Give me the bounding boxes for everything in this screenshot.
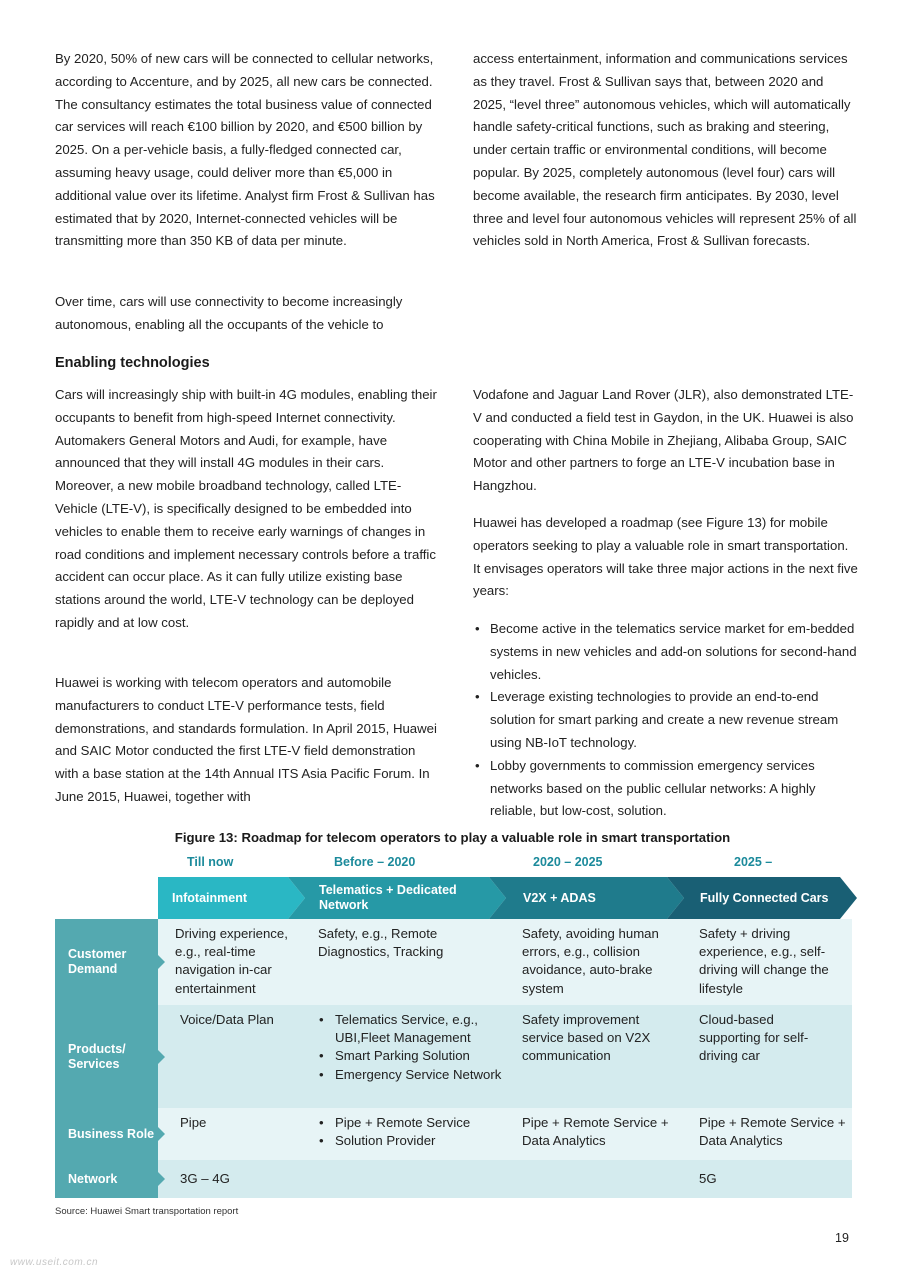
- table-cell: 3G – 4G: [180, 1171, 230, 1186]
- section-paragraph-1: Cars will increasingly ship with built-in 4G modules, enabling their occupants to benefit from high-speed Internet connectivity. Automakers General Motors and Audi, for example, have announced that they will install 4G modules in their cars. Moreover, a new mobile broadband technology, called LTE-Vehicle (LTE-V), is specifically designed to be embedded into vehicles to enable them to receive early warnings of changes in road conditions and implement necessary controls before a traffic accident can occur place. As it can fully utilize existing base stations around the world, LTE-V technology can be deployed rapidly and at low cost.: [55, 387, 437, 630]
- figure-title: Figure 13: Roadmap for telecom operators to play a valuable role in smart transportation: [174, 830, 731, 845]
- table-row-products-services: [55, 1005, 852, 1108]
- table-cell: Safety + driving experience, e.g., self-driving will change the lifestyle: [699, 926, 829, 996]
- page-number: 19: [835, 1231, 849, 1245]
- table-cell: Cloud-based supporting for self-driving car: [699, 1012, 809, 1064]
- list-item: • Leverage existing technologies to provide an end-to-end solution for smart parking and create a new revenue stream using NB-IoT technology.: [473, 686, 858, 754]
- table-row-customer-demand: [55, 919, 852, 1005]
- table-cell: Voice/Data Plan: [180, 1012, 274, 1027]
- watermark: www.useit.com.cn: [10, 1257, 99, 1268]
- table-cell: 5G: [699, 1171, 717, 1186]
- list-item: • Telematics Service, e.g., UBI,Fleet Management: [318, 1011, 508, 1047]
- table-cell: Safety, avoiding human errors, e.g., collision avoidance, auto-brake system: [522, 926, 659, 996]
- row-arrow: [158, 1050, 165, 1064]
- period-2025-onward: 2025 –: [734, 855, 773, 869]
- table-cell: [318, 1005, 508, 1108]
- row-label: Products/ Services: [55, 1005, 158, 1108]
- figure-source: Source: Huawei Smart transportation report: [55, 1206, 239, 1217]
- section-heading: Enabling technologies: [55, 355, 210, 371]
- row-label: Network: [55, 1160, 158, 1198]
- table-row-network: [55, 1160, 852, 1198]
- row-arrow: [158, 955, 165, 969]
- table-cell: [522, 1160, 682, 1198]
- intro-paragraph-3: access entertainment, information and communications services as they travel. Frost & Sullivan says that, between 2020 and 2025, “level three” autonomous vehicles, which will automatically handle safety-critical functions, such as braking and steering, under certain traffic or environmental conditions, will become popular. By 2025, completely autonomous (level four) cars will become available, the research firm anticipates. By 2030, level three and level four autonomous vehicles will represent 25% of all vehicles sold in North America, Frost & Sullivan forecasts.: [473, 51, 857, 249]
- section-paragraph-3: Vodafone and Jaguar Land Rover (JLR), also demonstrated LTE-V and conducted a field test in Gaydon, in the UK. Huawei is also cooperating with China Mobile in Zhejiang, Alibaba Group, SAIC Motor and other partners to forge an LTE-V incubation base in Hangzhou.: [473, 387, 854, 494]
- table-cell: [318, 1108, 508, 1160]
- table-cell: [318, 1160, 508, 1198]
- table-cell: Pipe + Remote Service + Data Analytics: [699, 1115, 846, 1149]
- list-item: • Smart Parking Solution: [318, 1047, 508, 1065]
- period-before-2020: Before – 2020: [334, 855, 416, 869]
- actions-list: [473, 618, 858, 823]
- period-till-now: Till now: [187, 855, 234, 869]
- intro-paragraph-2: Over time, cars will use connectivity to become increasingly autonomous, enabling all the occupants of the vehicle to: [55, 294, 403, 332]
- table-cell: Safety, e.g., Remote Diagnostics, Tracking: [318, 926, 444, 960]
- table-row-business-role: [55, 1108, 852, 1160]
- period-2020-2025: 2020 – 2025: [533, 855, 603, 869]
- section-paragraph-4: Huawei has developed a roadmap (see Figure 13) for mobile operators seeking to play a valuable role in smart transportation. It envisages operators will take three major actions in the next five years:: [473, 515, 858, 599]
- row-arrow: [158, 1172, 165, 1186]
- section-paragraph-2: Huawei is working with telecom operators and automobile manufacturers to conduct LTE-V performance tests, field demonstrations, and standards formulation. In April 2015, Huawei and SAIC Motor conducted the first LTE-V field demonstration with a base station at the 14th Annual ITS Asia Pacific Forum. In June 2015, Huawei, together with: [55, 675, 437, 804]
- row-label: Customer Demand: [55, 919, 158, 1005]
- stage-label-v2x: V2X + ADAS: [523, 890, 596, 905]
- stage-label-telematics: Telematics + Dedicated Network: [319, 883, 457, 912]
- row-arrow: [158, 1127, 165, 1141]
- table-cell: Pipe + Remote Service + Data Analytics: [522, 1115, 669, 1149]
- stage-label-infotainment: Infotainment: [172, 890, 247, 905]
- intro-paragraph-1: By 2020, 50% of new cars will be connected to cellular networks, according to Accenture, and by 2025, all new cars be connected. The consultancy estimates the total business value of connected car services will reach €100 billion by 2020, and €500 billion by 2025. On a per-vehicle basis, a fully-fledged connected car, assuming heavy usage, could deliver more than €5,000 in additional value over its lifetime. Analyst firm Frost & Sullivan has estimated that by 2020, Internet-connected vehicles will be transmitting more than 350 KB of data per minute.: [55, 51, 435, 249]
- list-item: • Emergency Service Network: [318, 1066, 508, 1084]
- stage-label-fully-connected: Fully Connected Cars: [700, 890, 829, 905]
- row-label: Business Role: [55, 1108, 158, 1160]
- table-cell: Pipe: [180, 1115, 207, 1130]
- list-item: • Pipe + Remote Service: [318, 1114, 508, 1132]
- list-item: • Solution Provider: [318, 1132, 508, 1150]
- table-cell: Safety improvement service based on V2X communication: [522, 1012, 651, 1064]
- list-item: • Lobby governments to commission emergency services networks based on the public cellular networks: A highly reliable, but low-cost, solution.: [473, 755, 858, 823]
- list-item: • Become active in the telematics service market for em-bedded systems in new vehicles and add-on solutions for second-hand vehicles.: [473, 618, 858, 686]
- table-cell: Driving experience, e.g., real-time navigation in-car entertainment: [175, 926, 288, 996]
